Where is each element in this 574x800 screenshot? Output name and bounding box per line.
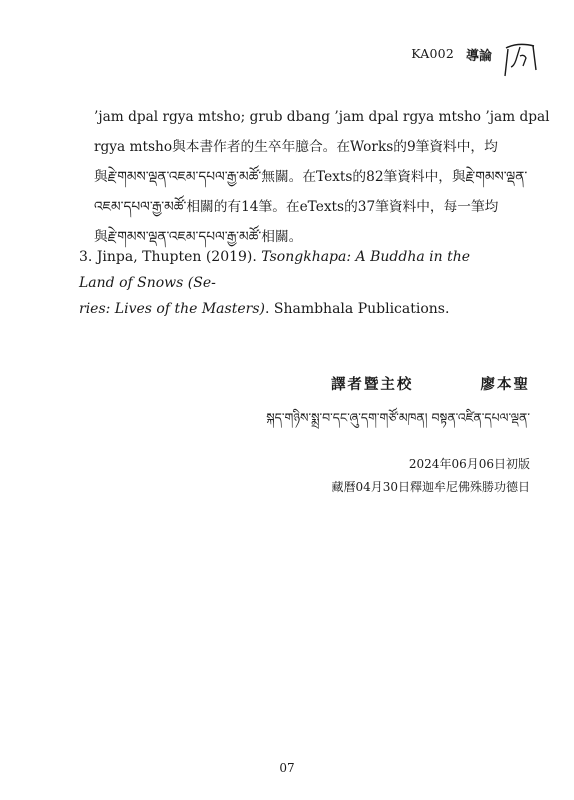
translator-signature bbox=[266, 373, 530, 495]
translator-role-tibetan: སྐད་གཉིས་སྨྲ་བ་དང་ཞུ་དག་གཙོ་མཁན། བསྟན་འཛིན་དཔལ་ལྡན་ bbox=[266, 410, 530, 425]
section-title: 導論 bbox=[465, 49, 492, 64]
footnote-authors: Jinpa, Thupten (2019). bbox=[96, 249, 257, 265]
translator-name: 廖本聖 bbox=[480, 376, 530, 393]
document-code: KA002 bbox=[411, 46, 454, 61]
edition-date: 2024年06月06日初版 bbox=[408, 457, 530, 471]
page-header bbox=[411, 40, 540, 80]
translator-role: 譯者暨主校 bbox=[330, 376, 414, 393]
footnote-book-title-continued: ries: Lives of the Masters) bbox=[79, 301, 265, 317]
footnote-book-title: Tsongkhapa: A Buddha in the Land of Snows (Se- bbox=[79, 249, 471, 291]
paragraph-line: 與རྗེ་གམས་ལྡན་འཇམ་དཔལ་རྒྱ་མཚོ་無關。在Texts的82筆資料中，與རྗེ་གམས་ལྡན་ bbox=[94, 169, 528, 185]
footnote-publisher: . Shambhala Publications. bbox=[264, 301, 450, 317]
tibetan-calendar-date: 藏曆04月30日釋迦牟尼佛殊勝功德日 bbox=[331, 480, 530, 494]
footnote-3 bbox=[79, 244, 509, 322]
paragraph-line: rgya mtsho與本書作者的生卒年臆合。在Works的9筆資料中，均 bbox=[94, 139, 498, 155]
paragraph-line: 與རྗེ་གམས་ལྡན་འཇམ་དཔལ་རྒྱ་མཚོ་相關。 bbox=[94, 229, 303, 245]
paragraph-line: འཇམ་དཔལ་རྒྱ་མཚོ་相關的有14筆。在eTexts的37筆資料中，每一筆均 bbox=[94, 199, 499, 215]
tibetan-ka-glyph-icon bbox=[500, 40, 540, 80]
paragraph-line: ’jam dpal rgya mtsho; grub dbang ’jam dpal rgya mtsho ’jam dpal bbox=[94, 109, 550, 125]
body-paragraph bbox=[94, 102, 550, 252]
footnote-number: 3. bbox=[79, 249, 93, 265]
page-number: 07 bbox=[279, 761, 295, 775]
